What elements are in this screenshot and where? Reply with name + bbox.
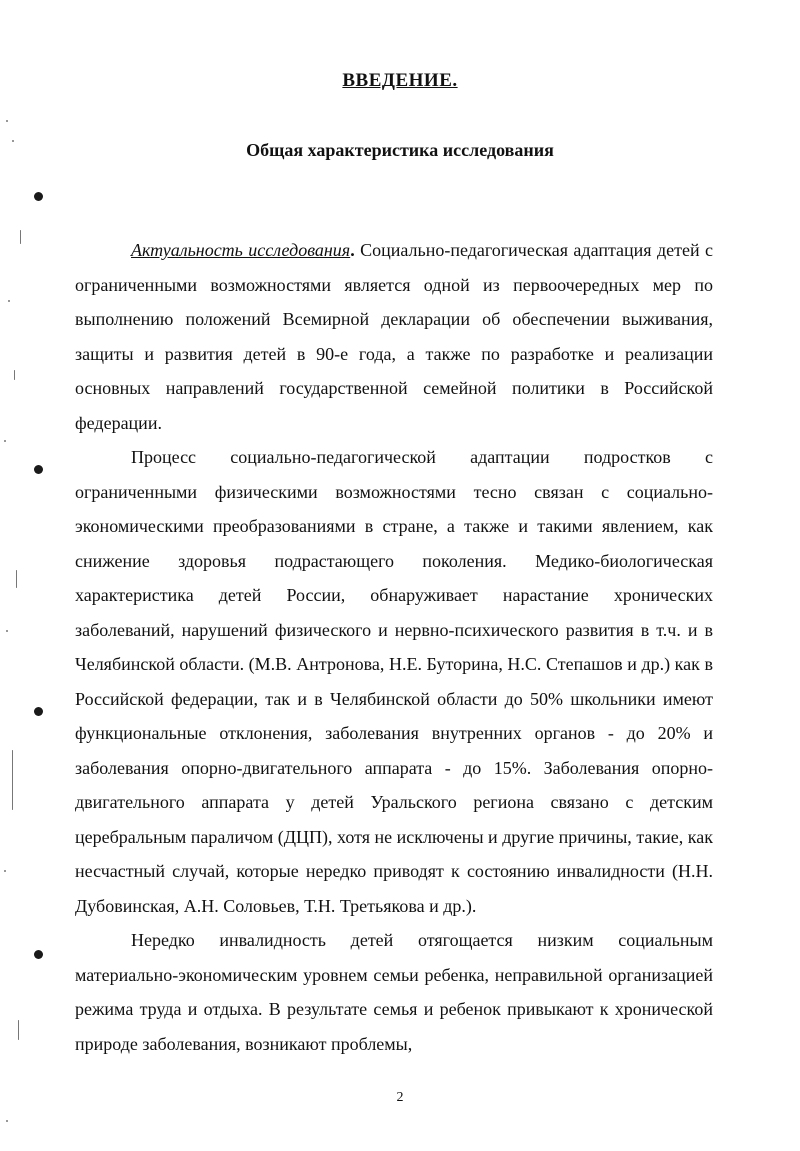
scan-margin-artifacts [0, 110, 36, 1150]
punch-hole-mark [34, 707, 43, 716]
paragraph-relevance-text: Социально-педагогическая адаптация детей с ограниченными возможностями является одной из первоочередных мер по выполнению положений Всемирной декларации об обеспечении выживания, защиты и развития детей в 90-е года, а также по разработке и реализации основных направлений государственной семейной политики в Российской федерации. [75, 240, 714, 433]
punch-hole-mark [34, 192, 43, 201]
punch-hole-mark [34, 950, 43, 959]
relevance-lead-phrase: Актуальность исследования [131, 240, 351, 260]
paragraph-disability-factors: Нередко инвалидность детей отягощается низким социальным материально-экономическим уровнем семьи ребенка, неправильной организацией режима труда и отдыха. В результате семья и ребенок привыкают к хронической природе заболевания, возникают проблемы, [75, 930, 713, 1054]
text-body [75, 233, 713, 1061]
chapter-title: ВВЕДЕНИЕ. [342, 70, 458, 91]
paragraph-adaptation-process: Процесс социально-педагогической адаптации подростков с ограниченными физическими возможностями тесно связан с социально-экономическими преобразованиями в стране, а также и такими явлением, как снижение здоровья подрастающего поколения. Медико-биологическая характеристика детей России, обнаруживает нарастание хронических заболеваний, нарушений физического и нервно-психического развития в т.ч. и в Челябинской области. (М.В. Антронова, Н.Е. Буторина, Н.С. Степашов и др.) как в Российской федерации, так и в Челябинской области до 50% школьники имеют функциональные отклонения, заболевания внутренних органов - до 20% и заболевания опорно-двигательного аппарата - до 15%. Заболевания опорно-двигательного аппарата у детей Уральского региона связано с детским церебральным параличом (ДЦП), хотя не исключены и другие причины, такие, как несчастный случай, которые нередко приводят к состоянию инвалидности (Н.Н. Дубовинская, А.Н. Соловьев, Т.Н. Третьякова и др.). [75, 447, 713, 916]
section-heading: Общая характеристика исследования [246, 140, 554, 160]
lead-period: . [350, 240, 355, 260]
punch-hole-mark [34, 465, 43, 474]
paragraph-relevance [75, 233, 713, 440]
page-number: 2 [396, 1090, 404, 1105]
